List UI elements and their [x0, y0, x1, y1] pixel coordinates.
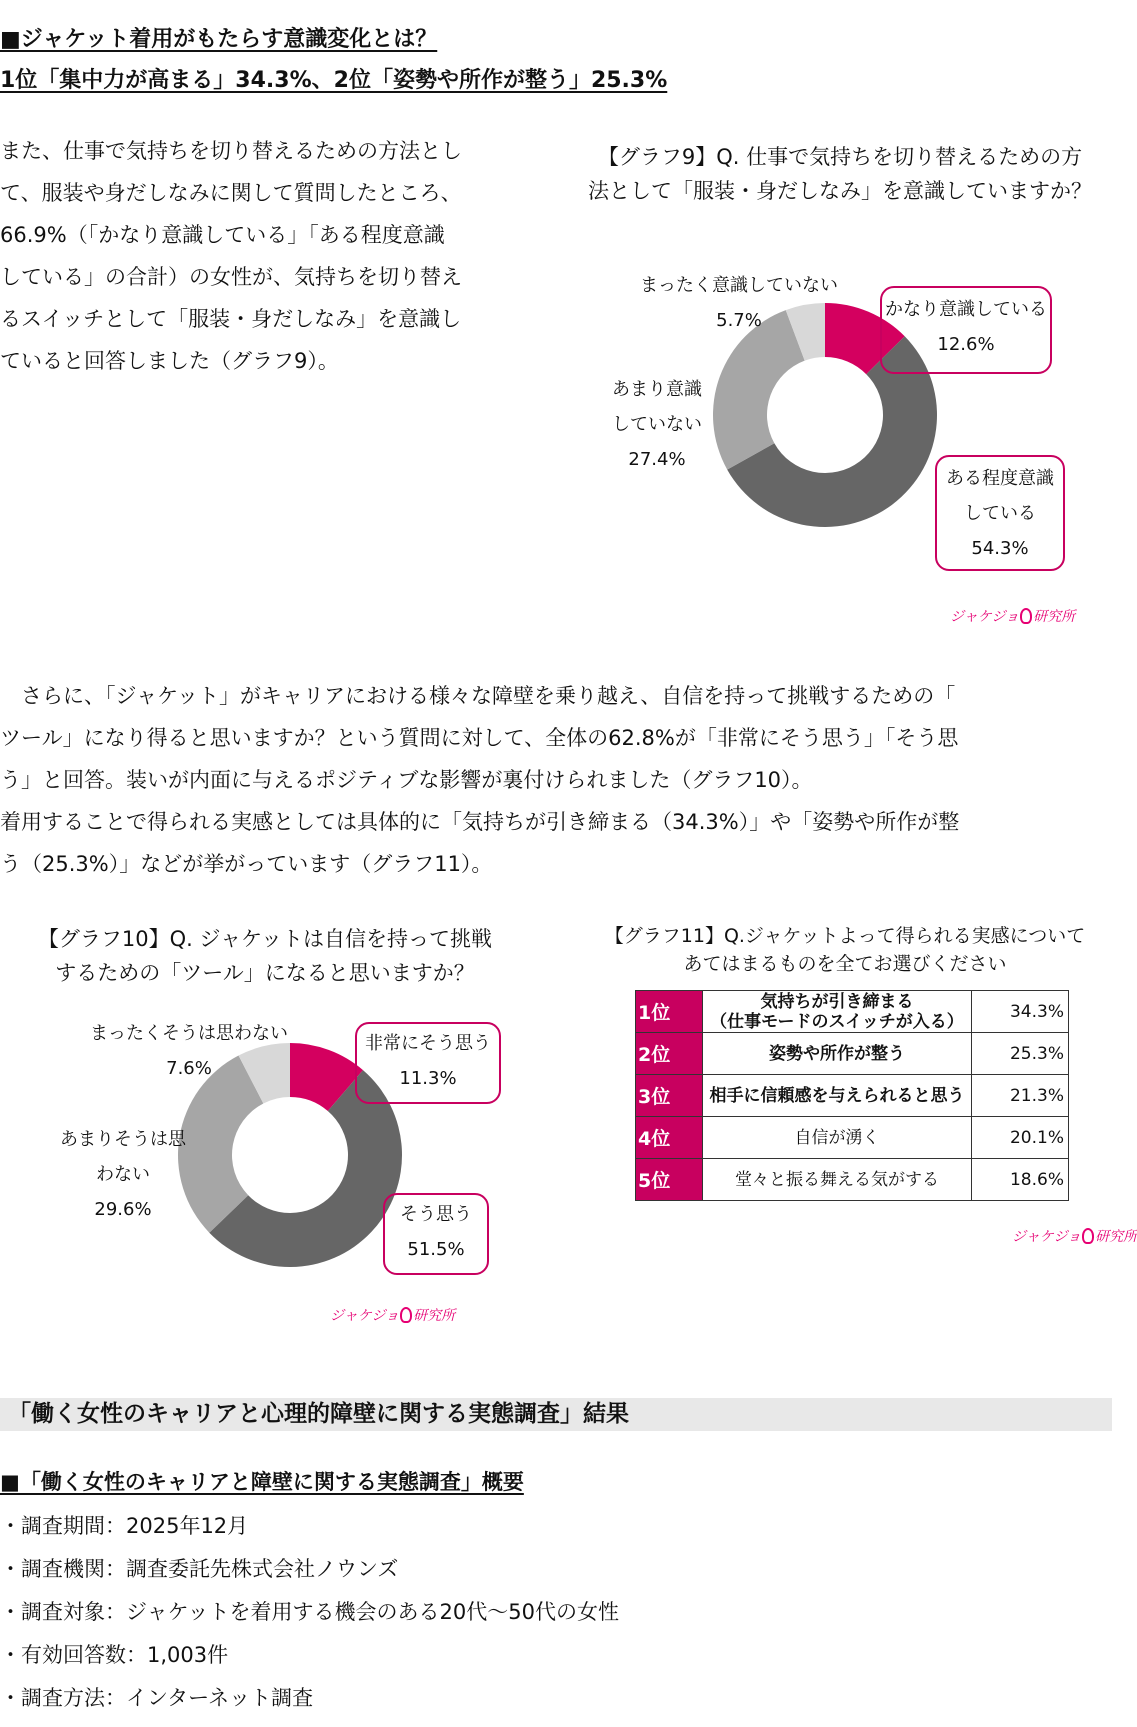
item-cell — [703, 991, 972, 1033]
item-cell — [703, 1159, 972, 1201]
graph10-label-value: 11.3% — [399, 1068, 457, 1089]
graph9-title-line: 【グラフ9】Q. 仕事で気持ちを切り替えるための方 — [597, 145, 1083, 169]
intro-paragraph — [0, 130, 540, 382]
graph9-label-text: まったく意識していない — [640, 275, 838, 296]
body-line: さらに、「ジャケット」がキャリアにおける様々な障壁を乗り越え、自信を持って挑戦するための「 — [0, 684, 956, 708]
graph10-label-not-at-all — [90, 1016, 288, 1086]
rank-cell: 1位 — [636, 991, 703, 1033]
graph10-title — [20, 922, 510, 990]
result-title-bar: 「働く女性のキャリアと心理的障壁に関する実態調査」結果 — [0, 1398, 1112, 1431]
value-cell: 25.3% — [972, 1033, 1069, 1075]
value-cell: 34.3% — [972, 991, 1069, 1033]
graph10-label-agree — [383, 1193, 489, 1275]
body-paragraph — [0, 675, 1112, 885]
graph9-title — [580, 140, 1100, 208]
lab-logo — [330, 1305, 455, 1325]
overview-heading: ■「働く女性のキャリアと障壁に関する実態調査」概要 — [0, 1470, 524, 1494]
graph9-label-value: 27.4% — [628, 449, 686, 470]
rank-cell: 5位 — [636, 1159, 703, 1201]
graph9-label-not-much — [612, 372, 702, 477]
body-line: ツール」になり得ると思いますか？という質問に対して、全体の62.8%が「非常にそう思う」「そう思 — [0, 726, 959, 750]
graph10-label-value: 7.6% — [166, 1058, 212, 1079]
graph11-title — [590, 922, 1100, 978]
value-cell: 21.3% — [972, 1075, 1069, 1117]
item-cell — [703, 1075, 972, 1117]
rank-cell: 4位 — [636, 1117, 703, 1159]
item-cell-line: 相手に信頼感を与えられると思う — [709, 1085, 965, 1106]
lab-logo — [1012, 1226, 1137, 1246]
table-row — [636, 1159, 1069, 1201]
section-heading: ■ジャケット着用がもたらす意識変化とは？ — [0, 27, 438, 52]
body-line: う（25.3%）」などが挙がっています（グラフ11）。 — [0, 852, 493, 876]
graph10-label-value: 51.5% — [407, 1239, 465, 1260]
lab-logo-text: ジャケジョ — [950, 609, 1020, 625]
item-cell-line: 自信が湧く — [794, 1127, 880, 1148]
table-row — [636, 1033, 1069, 1075]
jacket-icon — [400, 1307, 412, 1323]
rank-cell: 2位 — [636, 1033, 703, 1075]
graph9-label-text: あまり意識 — [612, 379, 702, 400]
graph10-label-text: あまりそうは思 — [60, 1129, 186, 1150]
graph10-label-text: 非常にそう思う — [365, 1033, 491, 1054]
graph9-label-value: 5.7% — [716, 310, 762, 331]
graph11-title-line: 【グラフ11】Q.ジャケットよって得られる実感について — [604, 925, 1086, 947]
graph10-label-text: そう思う — [400, 1204, 472, 1225]
graph9-label-text: していない — [612, 414, 702, 435]
item-cell-line: （仕事モードのスイッチが入る） — [710, 1011, 964, 1032]
graph9-label-somewhat — [935, 455, 1065, 571]
overview-item: ・調査機関：調査委託先株式会社ノウンズ — [0, 1557, 399, 1581]
item-cell — [703, 1033, 972, 1075]
graph9-label-text: かなり意識している — [885, 299, 1047, 320]
item-cell-line: 堂々と振る舞える気がする — [735, 1169, 939, 1190]
item-cell-line: 姿勢や所作が整う — [769, 1043, 905, 1064]
graph10-label-strongly — [355, 1022, 501, 1104]
graph9-label-text: ある程度意識 — [946, 468, 1054, 489]
graph9-label-not-at-all — [640, 268, 838, 338]
graph9-label-very — [880, 286, 1052, 374]
intro-line: て、服装や身だしなみに関して質問したところ、 — [0, 181, 462, 205]
item-cell-line: 気持ちが引き締まる — [760, 991, 914, 1012]
graph9-label-text: している — [964, 503, 1036, 524]
intro-line: している」の合計）の女性が、気持ちを切り替え — [0, 265, 462, 289]
graph10-title-line: するための「ツール」になると思いますか？ — [55, 961, 475, 985]
graph10-label-text: まったくそうは思わない — [90, 1023, 288, 1044]
graph9-label-value: 54.3% — [971, 538, 1029, 559]
lab-logo-text: 研究所 — [1095, 1229, 1137, 1245]
graph10-label-value: 29.6% — [94, 1199, 152, 1220]
graph9-title-line: 法として「服装・身だしなみ」を意識していますか？ — [588, 179, 1092, 203]
table-row — [636, 991, 1069, 1033]
intro-line: るスイッチとして「服装・身だしなみ」を意識し — [0, 307, 462, 331]
graph10-label-text: わない — [96, 1164, 150, 1185]
graph11-ranking-table — [635, 990, 1069, 1201]
lab-logo — [950, 606, 1075, 626]
lab-logo-text: 研究所 — [413, 1308, 456, 1324]
rank-cell: 3位 — [636, 1075, 703, 1117]
lab-logo-text: ジャケジョ — [1012, 1229, 1082, 1245]
overview-item: ・有効回答数：1,003件 — [0, 1643, 229, 1667]
overview-item: ・調査対象：ジャケットを着用する機会のある20代～50代の女性 — [0, 1600, 619, 1624]
overview-list — [0, 1505, 619, 1720]
graph10-title-line: 【グラフ10】Q. ジャケットは自信を持って挑戦 — [37, 927, 493, 951]
lab-logo-text: 研究所 — [1033, 609, 1076, 625]
overview-item: ・調査方法：インターネット調査 — [0, 1686, 314, 1710]
graph10-label-not-much — [60, 1122, 186, 1227]
table-row — [636, 1117, 1069, 1159]
section-subheading: 1位「集中力が高まる」34.3%、2位「姿勢や所作が整う」25.3% — [0, 68, 668, 93]
value-cell: 20.1% — [972, 1117, 1069, 1159]
intro-line: ていると回答しました（グラフ9）。 — [0, 349, 339, 373]
value-cell: 18.6% — [972, 1159, 1069, 1201]
overview-item: ・調査期間：2025年12月 — [0, 1514, 249, 1538]
intro-line: 66.9%（「かなり意識している」「ある程度意識 — [0, 223, 445, 247]
graph9-label-value: 12.6% — [937, 334, 995, 355]
jacket-icon — [1082, 1228, 1094, 1244]
body-line: 着用することで得られる実感としては具体的に「気持ちが引き締まる（34.3%）」や「姿勢や所作が整 — [0, 810, 960, 834]
intro-line: また、仕事で気持ちを切り替えるための方法とし — [0, 139, 462, 163]
lab-logo-text: ジャケジョ — [330, 1308, 400, 1324]
table-row — [636, 1075, 1069, 1117]
jacket-icon — [1020, 608, 1032, 624]
item-cell — [703, 1117, 972, 1159]
body-line: う」と回答。装いが内面に与えるポジティブな影響が裏付けられました（グラフ10）。 — [0, 768, 813, 792]
graph11-title-line: あてはまるものを全てお選びください — [683, 953, 1007, 975]
